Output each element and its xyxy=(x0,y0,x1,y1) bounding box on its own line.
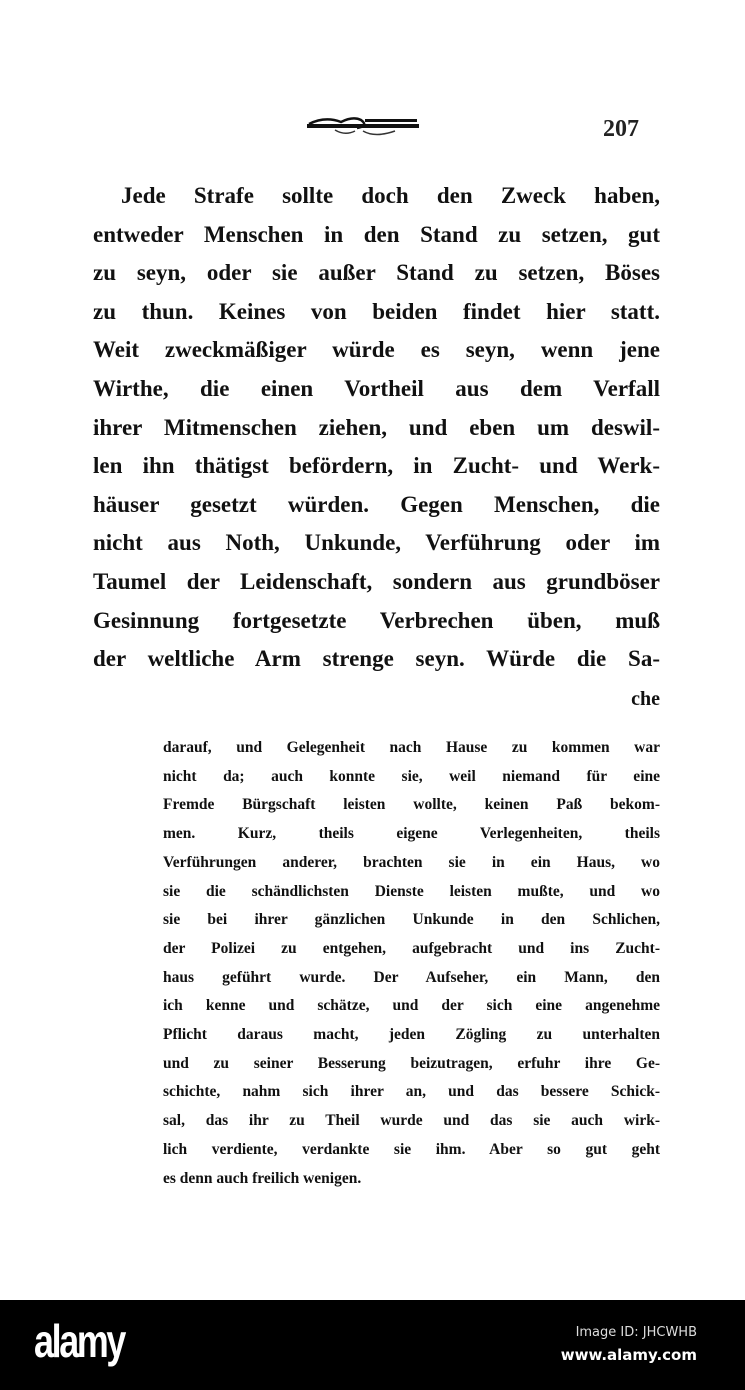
text-line: Gesinnung fortgesetzte Verbrechen üben, muß xyxy=(93,607,660,633)
main-text xyxy=(93,177,660,679)
footnote-line: haus geführt wurde. Der Aufseher, ein Mann, den xyxy=(163,968,660,986)
text-line: Wirthe, die einen Vortheil aus dem Verfall xyxy=(93,375,660,401)
footnote-text xyxy=(163,734,660,1193)
page-number: 207 xyxy=(603,116,639,142)
alamy-logo: alamy xyxy=(34,1315,125,1367)
watermark-bar xyxy=(0,1300,745,1390)
footnote-line: Fremde Bürgschaft leisten wollte, keinen Paß bekom- xyxy=(163,796,660,814)
footnote-line: ich kenne und schätze, und der sich eine angenehme xyxy=(163,997,660,1015)
footnote-line: men. Kurz, theils eigene Verlegenheiten, theils xyxy=(163,825,660,843)
text-line: entweder Menschen in den Stand zu setzen, gut xyxy=(93,221,660,247)
text-line: der weltliche Arm strenge seyn. Würde die Sa- xyxy=(93,646,660,672)
header-ornament-icon xyxy=(305,116,421,140)
text-line: Taumel der Leidenschaft, sondern aus grundböser xyxy=(93,568,660,594)
footnote-line: der Polizei zu entgehen, aufgebracht und ins Zucht- xyxy=(163,939,660,957)
footnote-line: schichte, nahm sich ihrer an, und das bessere Schick- xyxy=(163,1083,660,1101)
footnote-line: es denn auch freilich wenigen. xyxy=(163,1169,362,1187)
text-line: len ihn thätigst befördern, in Zucht- und Werk- xyxy=(93,453,660,479)
text-line: häuser gesetzt würden. Gegen Menschen, die xyxy=(93,491,660,517)
text-line: zu seyn, oder sie außer Stand zu setzen, Böses xyxy=(93,260,660,286)
text-line: ihrer Mitmenschen ziehen, und eben um deswil- xyxy=(93,414,660,440)
catchword: che xyxy=(631,688,660,710)
footnote-line: darauf, und Gelegenheit nach Hause zu kommen war xyxy=(163,739,660,756)
footnote-line: Pflicht daraus macht, jeden Zögling zu unterhalten xyxy=(163,1026,660,1044)
footnote-line: Verführungen anderer, brachten sie in ein Haus, wo xyxy=(163,853,660,871)
site-url: www.alamy.com xyxy=(560,1346,697,1364)
footnote-line: sie die schändlichsten Dienste leisten mußte, und wo xyxy=(163,882,660,900)
text-line: nicht aus Noth, Unkunde, Verführung oder im xyxy=(93,530,660,556)
footnote-line: lich verdiente, verdankte sie ihm. Aber so gut geht xyxy=(163,1140,660,1158)
text-line: zu thun. Keines von beiden findet hier statt. xyxy=(93,298,660,324)
text-line: Weit zweckmäßiger würde es seyn, wenn jene xyxy=(93,337,660,363)
footnote-line: nicht da; auch konnte sie, weil niemand für eine xyxy=(163,767,660,785)
footnote-line: und zu seiner Besserung beizutragen, erfuhr ihre Ge- xyxy=(163,1054,660,1072)
footnote-line: sal, das ihr zu Theil wurde und das sie auch wirk- xyxy=(163,1112,660,1130)
footnote-line: sie bei ihrer gänzlichen Unkunde in den Schlichen, xyxy=(163,911,660,929)
text-line: Jede Strafe sollte doch den Zweck haben, xyxy=(121,183,660,208)
image-id: Image ID: JHCWHB xyxy=(575,1325,697,1340)
